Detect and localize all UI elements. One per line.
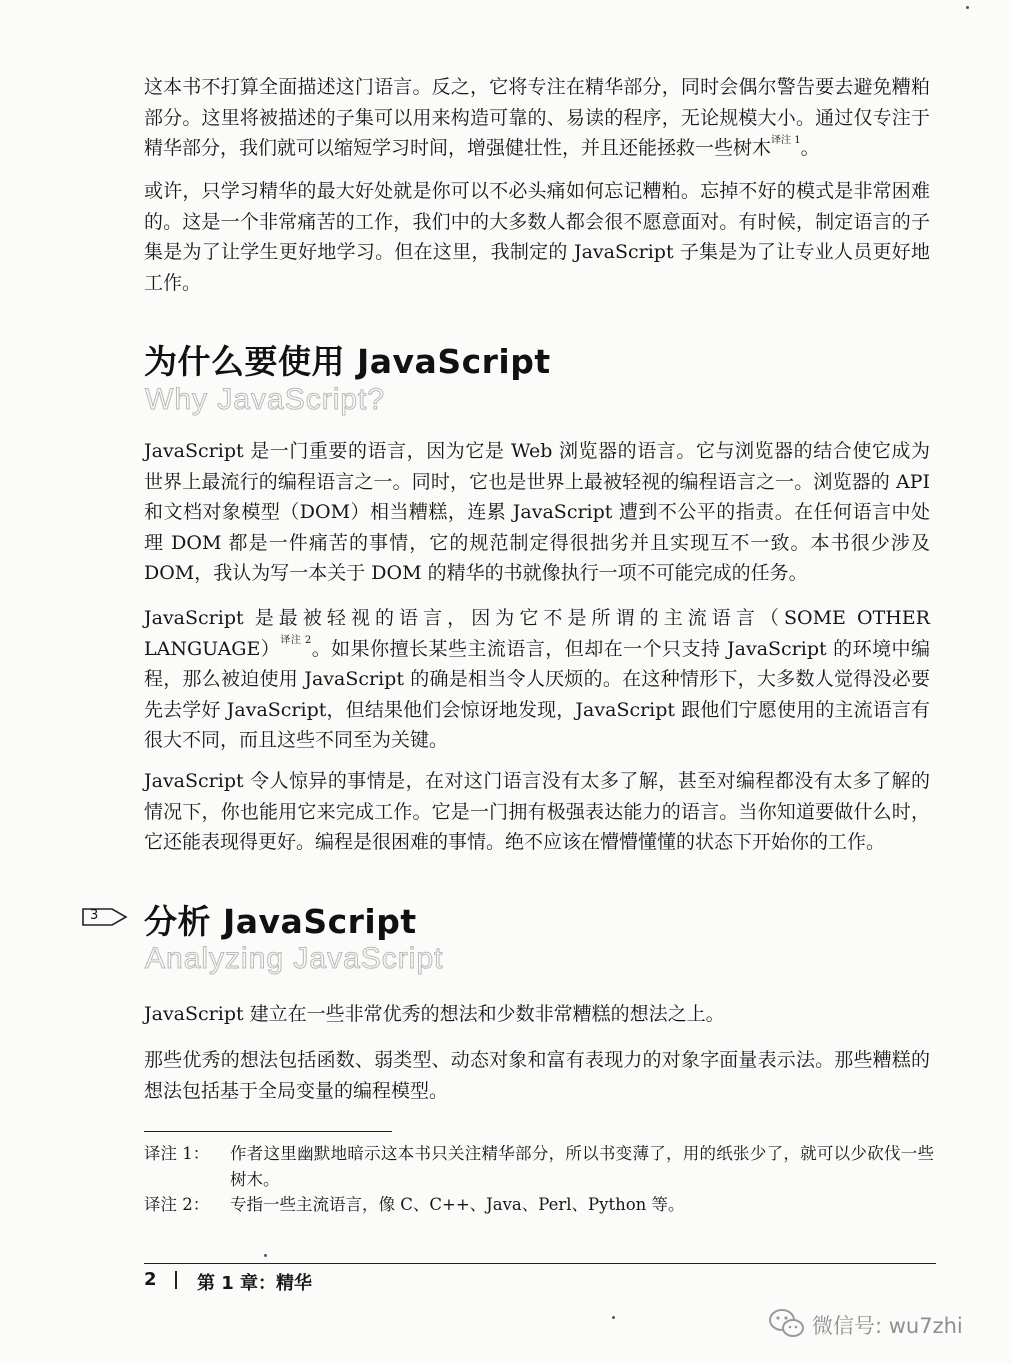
- footnote-ref-1: 译注 1: [771, 134, 801, 146]
- section-title-why: 为什么要使用 JavaScript: [144, 342, 551, 381]
- intro-paragraph-1: 这本书不打算全面描述这门语言。反之，它将专注在精华部分，同时会偶尔警告要去避免糟粕部分。这里将被描述的子集可以用来构造可靠的、易读的程序，无论规模大小。通过仅专注于精华部分，我们就可以缩短学习时间，增强健壮性，并且还能拯救一些树木$^{译注 1}$。: [144, 76, 930, 159]
- analyze-paragraph-1: JavaScript 建立在一些非常优秀的想法和少数非常糟糕的想法之上。: [144, 1003, 725, 1025]
- page-number: 2: [144, 1269, 157, 1290]
- page-marker-arrow: [82, 904, 132, 930]
- page-marker-number: 3: [90, 908, 99, 923]
- intro-paragraph-2: 或许，只学习精华的最大好处就是你可以不必头痛如何忘记糟粕。忘掉不好的模式是非常困难的。这是一个非常痛苦的工作，我们中的大多数人都会很不愿意面对。有时候，制定语言的子集是为了让学生更好地学习。但在这里，我制定的 JavaScript 子集是为了让专业人员更好地工作。: [144, 180, 930, 294]
- footer-separator: [175, 1271, 177, 1289]
- scan-speck: [966, 6, 969, 9]
- footnote-2: [144, 1192, 934, 1218]
- footnote-1: [144, 1141, 934, 1193]
- footnote-ref-2: 译注 2: [280, 635, 312, 647]
- section-title-analyze: 分析 JavaScript: [144, 902, 417, 941]
- section-subtitle-analyze: Analyzing JavaScript: [145, 942, 444, 975]
- footnote-label: 译注 1：: [144, 1144, 210, 1163]
- wechat-icon: [768, 1308, 806, 1340]
- chapter-label: 第 1 章：精华: [197, 1273, 313, 1294]
- footnote-text: 作者这里幽默地暗示这本书只关注精华部分，所以书变薄了，用的纸张少了，就可以少砍伐一些树木。: [230, 1144, 934, 1189]
- analyze-paragraph-2: 那些优秀的想法包括函数、弱类型、动态对象和富有表现力的对象字面量表示法。那些糟糕的想法包括基于全局变量的编程模型。: [144, 1049, 930, 1102]
- why-paragraph-3: JavaScript 令人惊异的事情是，在对这门语言没有太多了解，甚至对编程都没有太多了解的情况下，你也能用它来完成工作。它是一门拥有极强表达能力的语言。当你知道要做什么时，它还能表现得更好。编程是很困难的事情。绝不应该在懵懵懂懂的状态下开始你的工作。: [144, 770, 930, 853]
- footnote-text: 专指一些主流语言，像 C、C++、Java、Perl、Python 等。: [230, 1195, 685, 1214]
- footer-divider: [144, 1263, 936, 1264]
- why-paragraph-1: JavaScript 是一门重要的语言，因为它是 Web 浏览器的语言。它与浏览器的结合使它成为世界上最流行的编程语言之一。同时，它也是世界上最被轻视的编程语言之一。浏览器的 API 和文档对象模型（DOM）相当糟糕，连累 JavaScript 遭到不公平的指责。在任何语言中处理 DOM 都是一件痛苦的事情，它的规范制定得很拙劣并且实现互不一致。本书很少涉及 DOM，我认为写一本关于 DOM 的精华的书就像执行一项不可能完成的任务。: [144, 440, 930, 584]
- section-subtitle-why: Why JavaScript?: [145, 383, 386, 416]
- footnote-label: 译注 2：: [144, 1195, 210, 1214]
- scan-speck: [612, 1316, 615, 1319]
- why-paragraph-2: JavaScript 是最被轻视的语言，因为它不是所谓的主流语言（SOME OTHER LANGUAGE）$^{译注 2}$。如果你擅长某些主流语言，但却在一个只支持 JavaScript 的环境中编程，那么被迫使用 JavaScript 的确是相当令人厌烦的。在这种情形下，大多数人觉得没必要先去学好 JavaScript，但结果他们会惊讶地发现，JavaScript 跟他们宁愿使用的主流语言有很大不同，而且这些不同至为关键。: [144, 607, 931, 751]
- scan-speck: [264, 1254, 267, 1257]
- footnote-divider: [144, 1131, 392, 1132]
- watermark-text: 微信号: wu7zhi: [812, 1314, 963, 1338]
